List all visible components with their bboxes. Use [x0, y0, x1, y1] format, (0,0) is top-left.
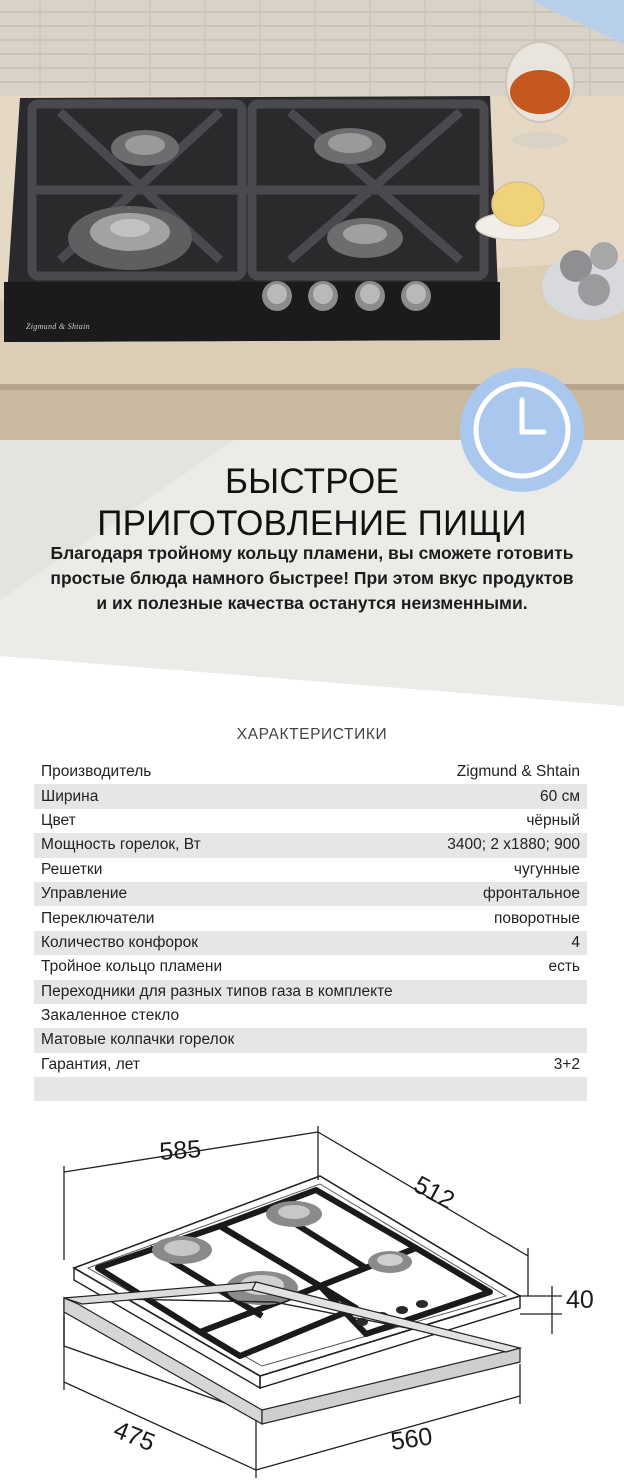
spec-row	[34, 980, 587, 1004]
spec-value: 4	[571, 933, 580, 951]
promo-title-line1: БЫСТРОЕ	[225, 462, 399, 501]
dimension-depth-top: 512	[409, 1170, 460, 1215]
spec-row	[34, 906, 587, 930]
spec-row	[34, 1028, 587, 1052]
spec-value: фронтальное	[482, 885, 580, 903]
spec-row	[34, 760, 587, 784]
spec-label: Производитель	[41, 763, 152, 781]
promo-text-line2: простые блюда намного быстрее! При этом вкус продуктов	[50, 568, 574, 588]
dimension-drawing	[0, 1120, 624, 1480]
dimension-height: 40	[566, 1286, 594, 1314]
spec-row	[34, 858, 587, 882]
specs-table	[34, 760, 587, 1101]
spec-row	[34, 1004, 587, 1028]
spec-label: Гарантия, лет	[41, 1055, 140, 1073]
spec-row	[34, 833, 587, 857]
spec-label: Тройное кольцо пламени	[41, 958, 223, 976]
spec-row	[34, 784, 587, 808]
spec-label: Решетки	[41, 860, 103, 878]
spec-row	[34, 882, 587, 906]
dimension-width-top: 585	[158, 1135, 203, 1166]
spec-label: Количество конфорок	[41, 933, 199, 951]
spec-value: 3400; 2 x1880; 900	[447, 836, 580, 854]
promo-text-line3: и их полезные качества останутся неизменными.	[96, 593, 528, 613]
promo-section	[0, 0, 624, 706]
promo-title-line2: ПРИГОТОВЛЕНИЕ ПИЩИ	[97, 504, 527, 543]
spec-row	[34, 955, 587, 979]
spec-label: Закаленное стекло	[41, 1007, 180, 1025]
spec-value: есть	[548, 958, 580, 976]
spec-value: 3+2	[553, 1055, 580, 1073]
spec-value: 60 см	[540, 787, 580, 805]
spec-label: Переключатели	[41, 909, 155, 927]
spec-value: чёрный	[526, 811, 580, 829]
spec-value: Zigmund & Shtain	[456, 763, 580, 781]
spec-row	[34, 1053, 587, 1077]
spec-label: Мощность горелок, Вт	[41, 836, 201, 854]
spec-label: Цвет	[41, 811, 76, 829]
promo-text-line1: Благодаря тройному кольцу пламени, вы сможете готовить	[50, 543, 574, 563]
spec-label: Переходники для разных типов газа в комплекте	[41, 982, 393, 1000]
brand-print: Zigmund & Shtain	[26, 322, 90, 331]
specs-title: ХАРАКТЕРИСТИКИ	[236, 726, 388, 743]
spec-label: Ширина	[41, 787, 99, 805]
spec-value: чугунные	[513, 860, 580, 878]
spec-row	[34, 809, 587, 833]
spec-row	[34, 1077, 587, 1101]
dimension-cutout-width: 560	[388, 1422, 435, 1456]
spec-row	[34, 931, 587, 955]
dimension-cutout-depth: 475	[109, 1415, 159, 1458]
spec-label: Матовые колпачки горелок	[41, 1031, 235, 1049]
spec-label: Управление	[41, 885, 128, 903]
spec-value: поворотные	[493, 909, 580, 927]
